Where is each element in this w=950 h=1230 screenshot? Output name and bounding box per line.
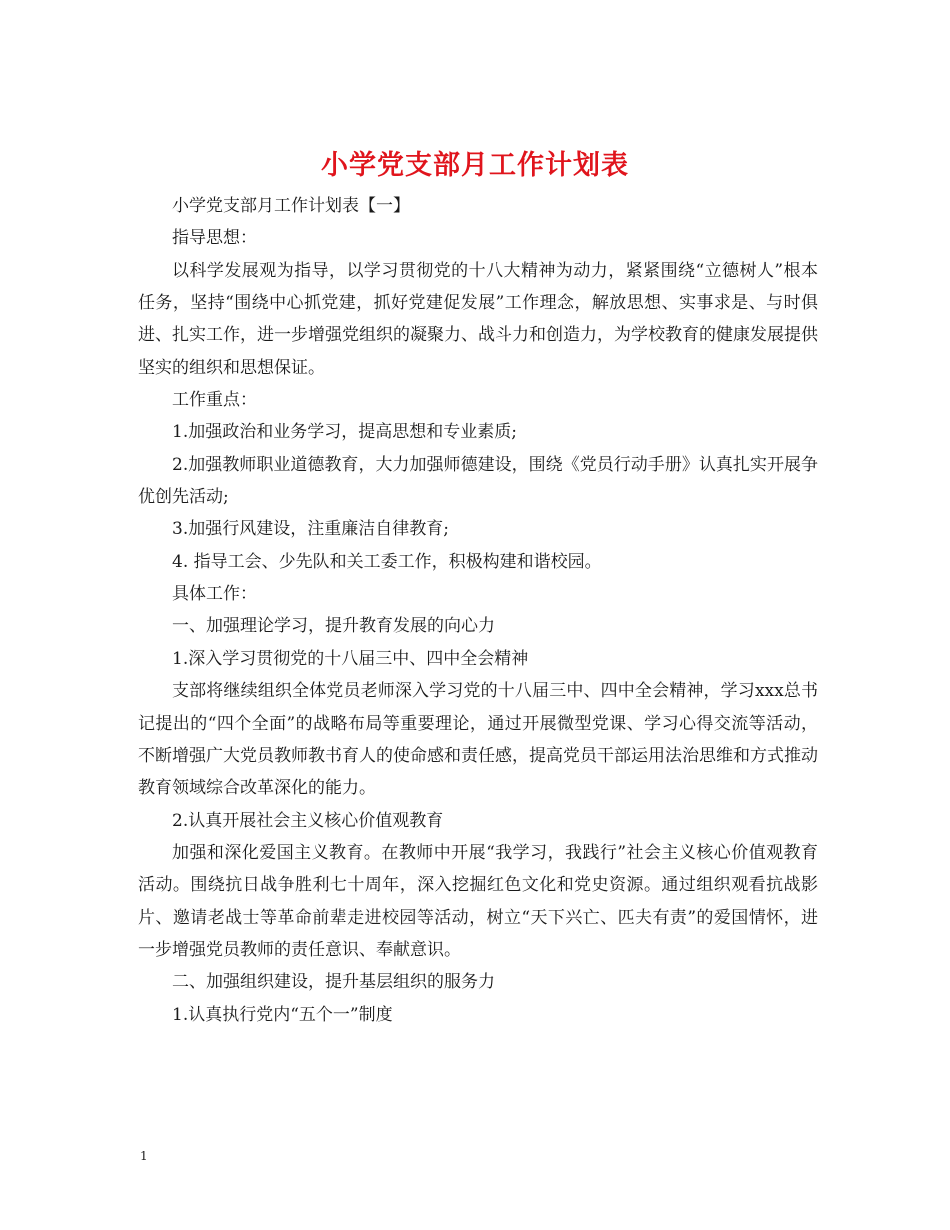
paragraph-focus-item-3: 3.加强行风建设，注重廉洁自律教育; bbox=[172, 519, 449, 540]
paragraph-focus-item-2: 2.加强教师职业道德教育，大力加强师德建设，围绕《党员行动手册》认真扎实开展争优创先活动; bbox=[138, 454, 818, 508]
paragraph-part-one-item-2-body: 加强和深化爱国主义教育。在教师中开展“我学习，我践行”社会主义核心价值观教育活动。围绕抗日战争胜利七十周年，深入挖掘红色文化和党史资源。通过组织观看抗战影片、邀请老战士等革命前辈走进校园等活动，树立“天下兴亡、匹夫有责”的爱国情怀，进一步增强党员教师的责任意识、奉献意识。 bbox=[138, 842, 818, 960]
document-title: 小学党支部月工作计划表 bbox=[321, 150, 629, 182]
paragraph-part-one-item-1: 1.深入学习贯彻党的十八届三中、四中全会精神 bbox=[172, 648, 529, 669]
paragraph-section-heading: 小学党支部月工作计划表【一】 bbox=[172, 196, 410, 216]
paragraph-part-two-heading: 二、加强组织建设，提升基层组织的服务力 bbox=[172, 972, 495, 993]
paragraph-part-one-item-1-body: 支部将继续组织全体党员老师深入学习党的十八届三中、四中全会精神，学习xxx总书记提出的“四个全面”的战略布局等重要理论，通过开展微型党课、学习心得交流等活动，不断增强广大党员教师教书育人的使命感和责任感，提高党员干部运用法治思维和方式推动教育领域综合改革深化的能力。 bbox=[138, 681, 818, 799]
paragraph-guiding-ideology: 以科学发展观为指导，以学习贯彻党的十八大精神为动力，紧紧围绕“立德树人”根本任务，坚持“围绕中心抓党建，抓好党建促发展”工作理念，解放思想、实事求是、与时俱进、扎实工作，进一步增强党组织的凝聚力、战斗力和创造力，为学校教育的健康发展提供坚实的组织和思想保证。 bbox=[138, 260, 818, 378]
paragraph-part-one-heading: 一、加强理论学习，提升教育发展的向心力 bbox=[172, 616, 495, 637]
paragraph-specific-work-heading: 具体工作： bbox=[172, 584, 257, 605]
paragraph-focus-item-1: 1.加强政治和业务学习，提高思想和专业素质; bbox=[172, 422, 517, 443]
paragraph-work-focus-heading: 工作重点： bbox=[172, 390, 257, 411]
paragraph-part-two-item-1: 1.认真执行党内“五个一”制度 bbox=[172, 1004, 393, 1025]
paragraph-guiding-ideology-heading: 指导思想： bbox=[172, 228, 257, 249]
paragraph-part-one-item-2: 2.认真开展社会主义核心价值观教育 bbox=[172, 810, 444, 831]
page-number: 1 bbox=[140, 1149, 148, 1163]
document-body bbox=[138, 190, 818, 1031]
paragraph-focus-item-4: 4. 指导工会、少先队和关工委工作，积极构建和谐校园。 bbox=[172, 551, 602, 572]
